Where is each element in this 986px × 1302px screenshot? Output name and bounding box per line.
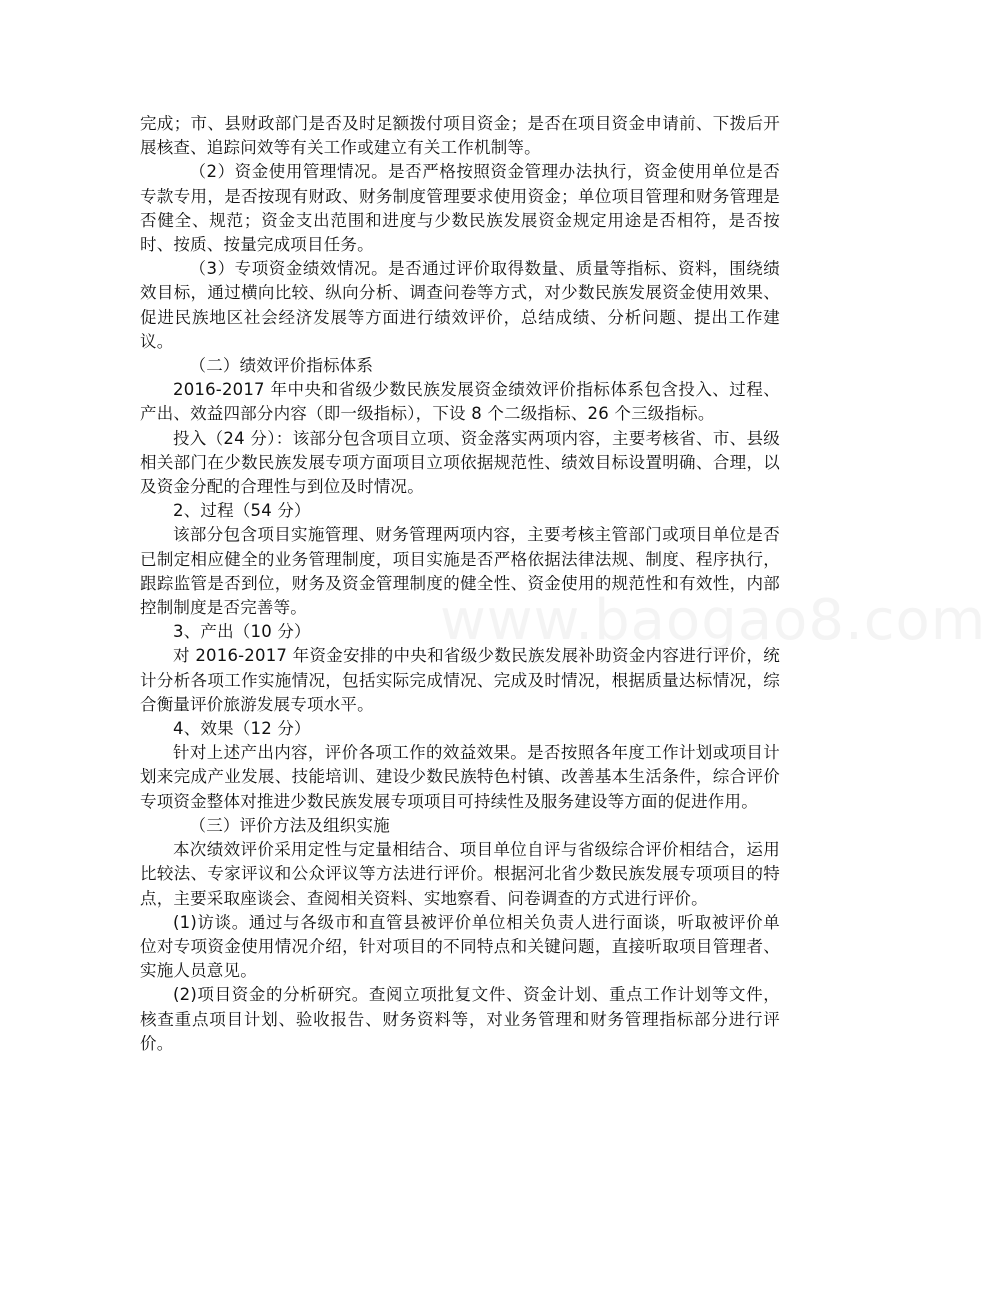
paragraph-methods: 本次绩效评价采用定性与定量相结合、项目单位自评与省级综合评价相结合，运用比较法、专家评议和公众评议等方法进行评价。根据河北省少数民族发展专项项目的特点，主要采取座谈会、查阅相关资料、实地察看、问卷调查的方式进行评价。 — [140, 840, 780, 908]
document-body — [140, 112, 780, 1056]
paragraph-fund-usage: （2）资金使用管理情况。是否严格按照资金管理办法执行，资金使用单位是否专款专用，是否按现有财政、财务制度管理要求使用资金；单位项目管理和财务管理是否健全、规范；资金支出范围和进度与少数民族发展资金规定用途是否相符，是否按时、按质、按量完成项目任务。 — [140, 162, 780, 255]
section-heading-methods: （三）评价方法及组织实施 — [189, 815, 390, 835]
section-heading-indicator-system: （二）绩效评价指标体系 — [189, 356, 374, 376]
watermark: www.baogao8.com — [440, 588, 986, 653]
paragraph-fund-analysis: (2)项目资金的分析研究。查阅立项批复文件、资金计划、重点工作计划等文件，核查重点项目计划、验收报告、财务资料等，对业务管理和财务管理指标部分进行评价。 — [140, 985, 780, 1053]
paragraph-process: 该部分包含项目实施管理、财务管理两项内容，主要考核主管部门或项目单位是否已制定相应健全的业务管理制度，项目实施是否严格依据法律法规、制度、程序执行，跟踪监管是否到位，财务及资金管理制度的健全性、资金使用的规范性和有效性，内部控制制度是否完善等。 — [140, 525, 780, 618]
paragraph-output: 对 2016-2017 年资金安排的中央和省级少数民族发展补助资金内容进行评价，统计分析各项工作实施情况，包括实际完成情况、完成及时情况，根据质量达标情况，综合衡量评价旅游发展专项水平。 — [140, 646, 780, 714]
subheading-process: 2、过程（54 分） — [173, 501, 311, 521]
subheading-effect: 4、效果（12 分） — [173, 719, 311, 739]
paragraph-input: 投入（24 分）：该部分包含项目立项、资金落实两项内容，主要考核省、市、县级相关部门在少数民族发展专项方面项目立项依据规范性、绩效目标设置明确、合理，以及资金分配的合理性与到位及时情况。 — [140, 428, 780, 497]
subheading-output: 3、产出（10 分） — [173, 622, 311, 642]
paragraph-interview: (1)访谈。通过与各级市和直管县被评价单位相关负责人进行面谈，听取被评价单位对专项资金使用情况介绍，针对项目的不同特点和关键问题，直接听取项目管理者、实施人员意见。 — [140, 912, 780, 981]
paragraph-fund-performance: （3）专项资金绩效情况。是否通过评价取得数量、质量等指标、资料，围绕绩效目标，通过横向比较、纵向分析、调查问卷等方式，对少数民族发展资金使用效果、促进民族地区社会经济发展等方面进行绩效评价，总结成绩、分析问题、提出工作建议。 — [140, 259, 780, 351]
paragraph-effect: 针对上述产出内容，评价各项工作的效益效果。是否按照各年度工作计划或项目计划来完成产业发展、技能培训、建设少数民族特色村镇、改善基本生活条件，综合评价专项资金整体对推进少数民族发展专项项目可持续性及服务建设等方面的促进作用。 — [140, 743, 780, 811]
paragraph-continuation: 完成；市、县财政部门是否及时足额拨付项目资金；是否在项目资金申请前、下拨后开展核查、追踪问效等有关工作或建立有关工作机制等。 — [140, 114, 780, 158]
paragraph-indicator-system: 2016-2017 年中央和省级少数民族发展资金绩效评价指标体系包含投入、过程、产出、效益四部分内容（即一级指标），下设 8 个二级指标、26 个三级指标。 — [140, 380, 780, 424]
